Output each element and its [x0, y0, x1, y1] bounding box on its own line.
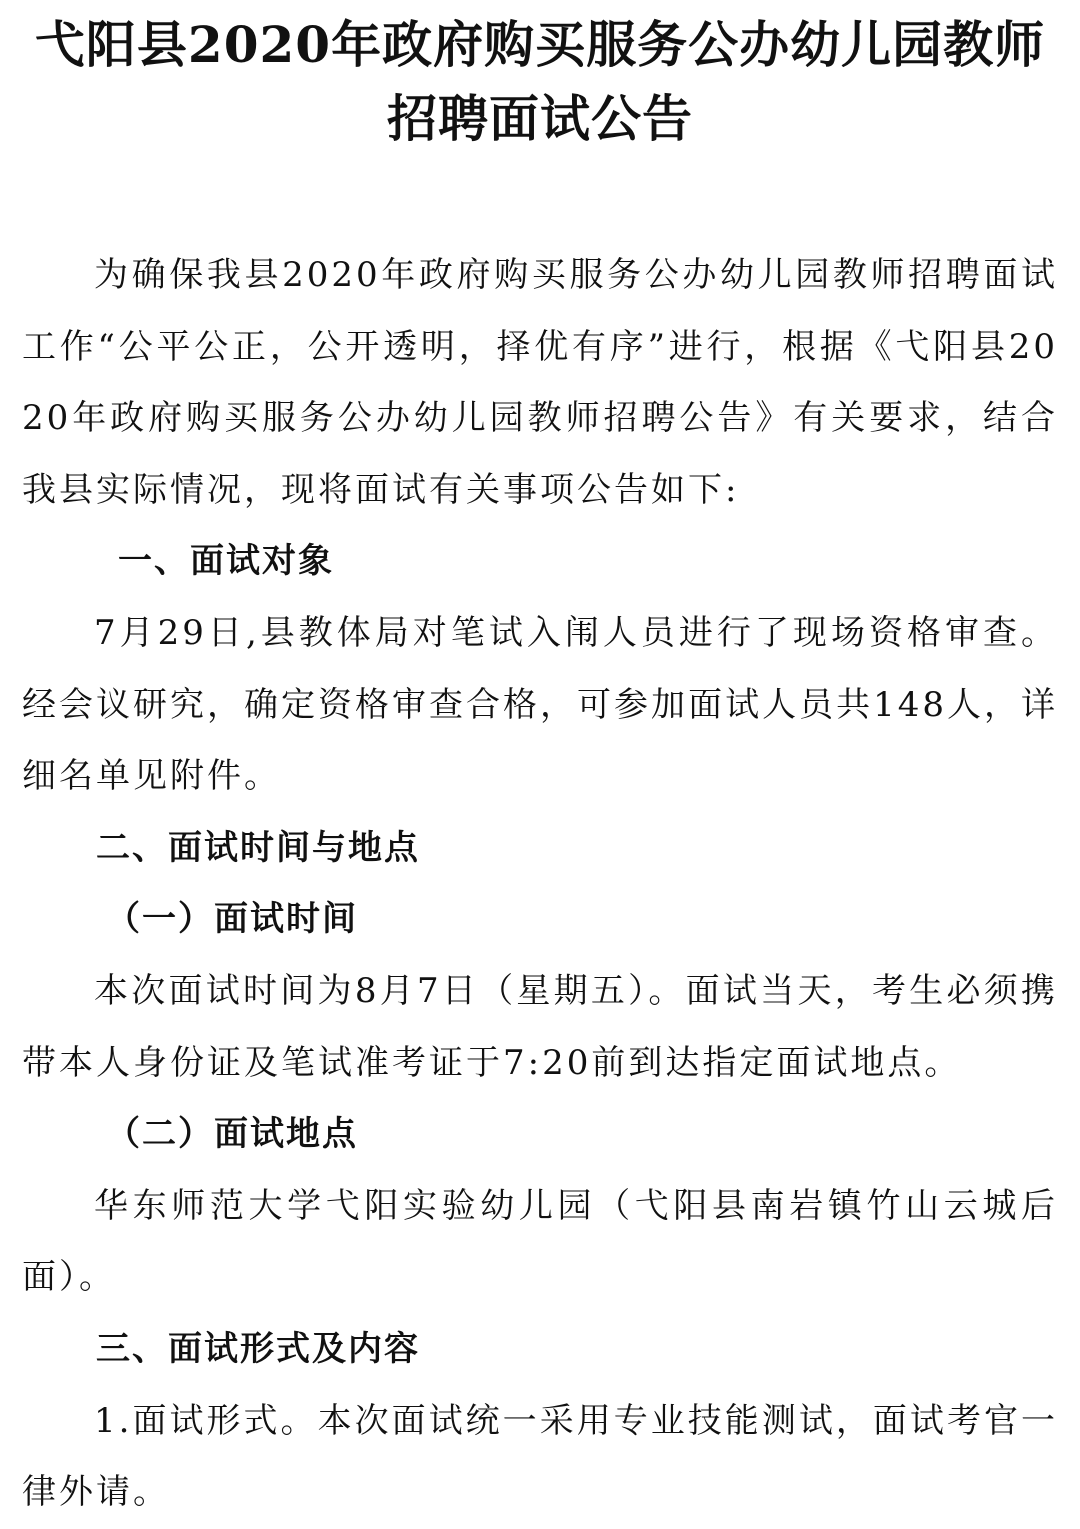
section-2-sub-1-paragraph: 本次面试时间为8月7日（星期五）。面试当天，考生必须携带本人身份证及笔试准考证于7:20前到达指定面试地点。 [22, 970, 1058, 1083]
document-title-line-1: 弋阳县2020年政府购买服务公办幼儿园教师 [34, 15, 1046, 74]
document-title-line-2: 招聘面试公告 [387, 89, 693, 148]
section-3-heading: 三、面试形式及内容 [96, 1328, 420, 1369]
section-2-sub-2-heading: （二）面试地点 [106, 1114, 358, 1155]
section-1-heading: 一、面试对象 [118, 541, 334, 582]
section-2-sub-1-heading: （一）面试时间 [106, 899, 358, 940]
section-3-item-1-paragraph: 1.面试形式。本次面试统一采用专业技能测试，面试考官一律外请。 [22, 1400, 1058, 1513]
section-2-sub-2-paragraph: 华东师范大学弋阳实验幼儿园（弋阳县南岩镇竹山云城后面）。 [22, 1185, 1058, 1298]
section-1-paragraph: 7月29日,县教体局对笔试入闱人员进行了现场资格审查。经会议研究，确定资格审查合格，可参加面试人员共148人，详细名单见附件。 [22, 612, 1058, 797]
section-2-heading: 二、面试时间与地点 [96, 827, 420, 868]
intro-paragraph: 为确保我县2020年政府购买服务公办幼儿园教师招聘面试工作“公平公正，公开透明，择优有序”进行，根据《弋阳县2020年政府购买服务公办幼儿园教师招聘公告》有关要求，结合我县实际情况，现将面试有关事项公告如下: [22, 255, 1058, 510]
document-body [22, 240, 1058, 1529]
